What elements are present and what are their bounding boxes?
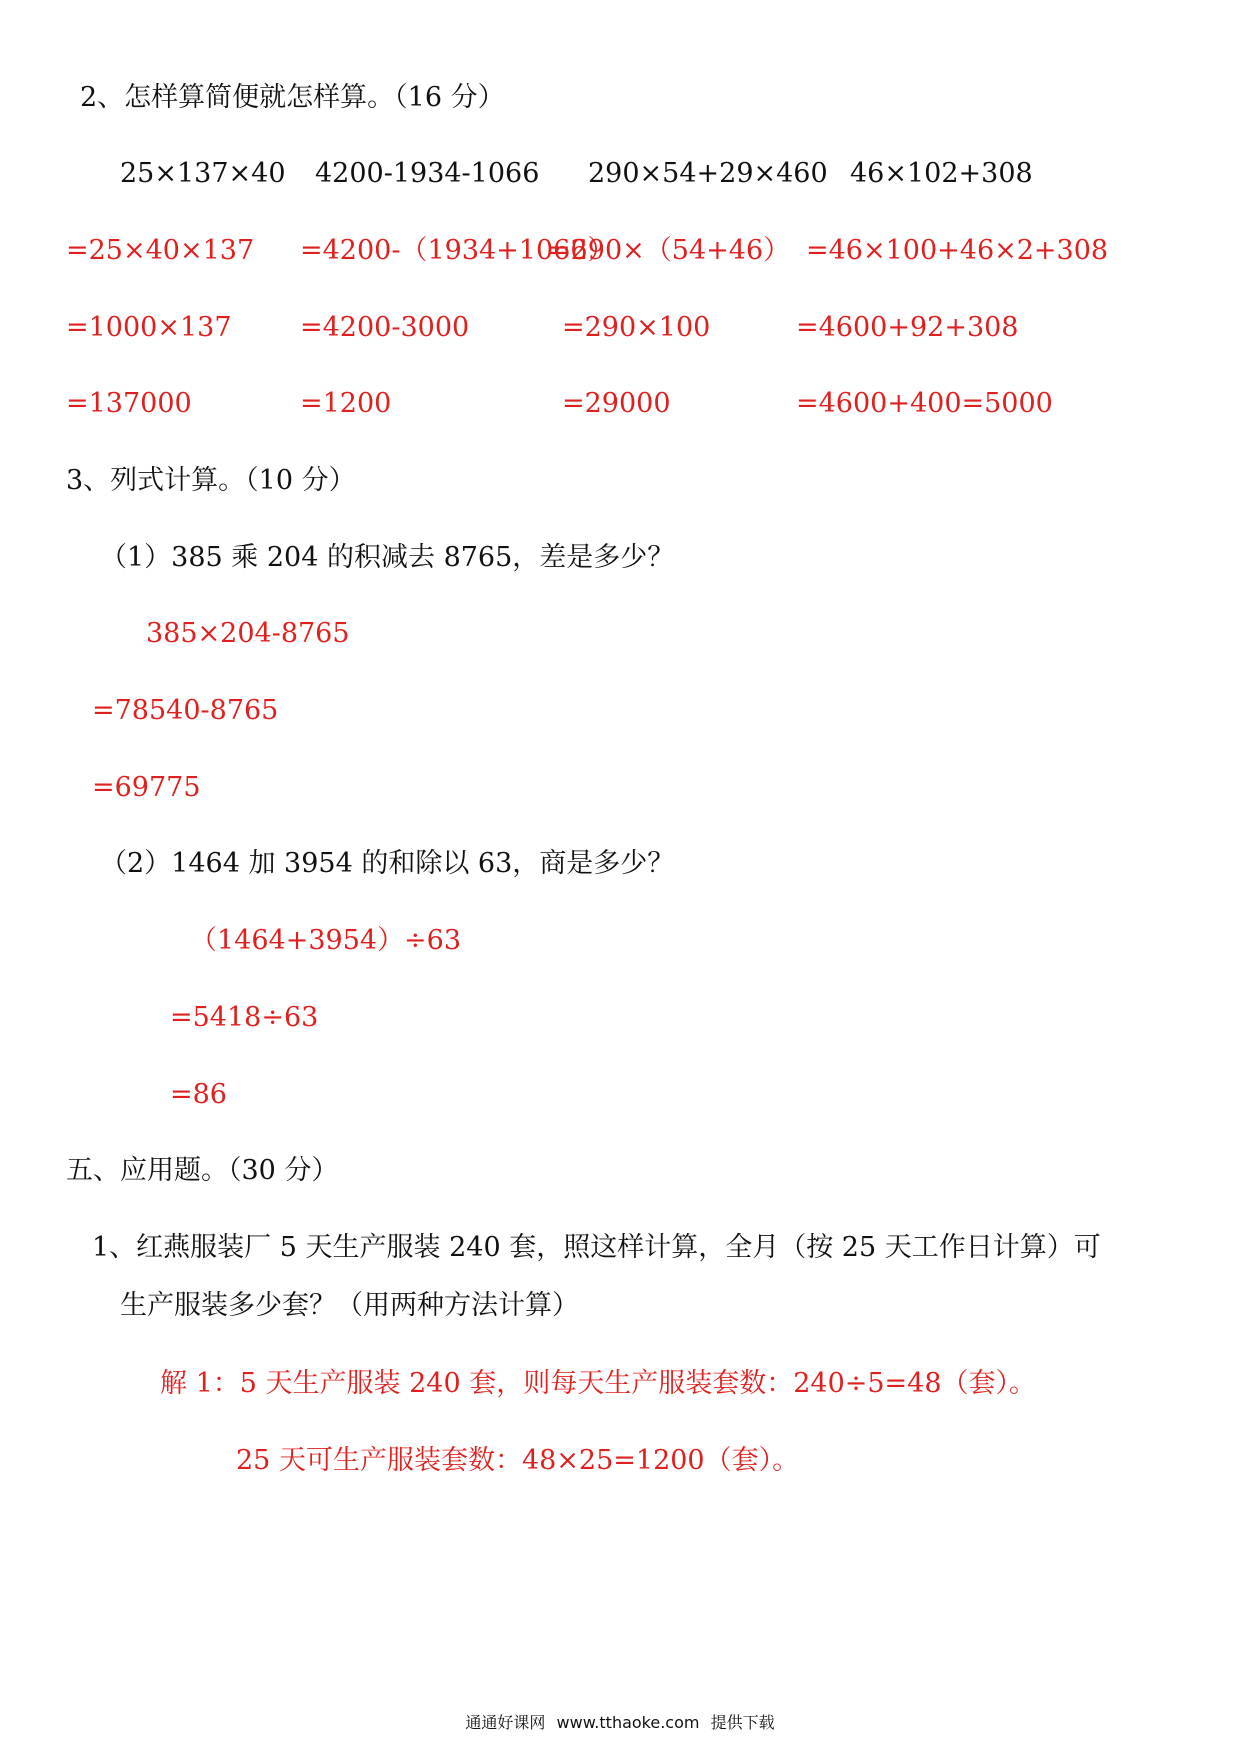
problem-3: 290×54+29×460 bbox=[588, 158, 828, 189]
problem-4: 46×102+308 bbox=[850, 158, 1033, 189]
step-3-col-3: =29000 bbox=[562, 388, 671, 419]
question-2: （2）1464 加 3954 的和除以 63，商是多少？ bbox=[100, 848, 675, 879]
question-2-step-1: =5418÷63 bbox=[170, 1002, 319, 1033]
step-1-col-4: =46×100+46×2+308 bbox=[806, 235, 1109, 266]
step-3-col-1: =137000 bbox=[66, 388, 192, 419]
section-5-title: 五、应用题。（30 分） bbox=[66, 1155, 339, 1186]
step-3-col-4: =4600+400=5000 bbox=[796, 388, 1053, 419]
step-2-col-4: =4600+92+308 bbox=[796, 312, 1019, 343]
step-2-col-3: =290×100 bbox=[562, 312, 711, 343]
footer-url: www.tthaoke.com bbox=[556, 1713, 700, 1732]
question-1: （1）385 乘 204 的积减去 8765，差是多少？ bbox=[100, 542, 675, 573]
page-footer bbox=[0, 1712, 1240, 1734]
step-3-col-2: =1200 bbox=[300, 388, 392, 419]
footer-site-name: 通通好课网 bbox=[465, 1713, 546, 1732]
solution-1-line-1: 解 1：5 天生产服装 240 套，则每天生产服装套数：240÷5=48（套）。 bbox=[160, 1368, 1037, 1399]
step-1-col-1: =25×40×137 bbox=[66, 235, 255, 266]
question-2-expression: （1464+3954）÷63 bbox=[190, 925, 462, 956]
word-problem-1-line-1: 1、红燕服装厂 5 天生产服装 240 套，照这样计算，全月（按 25 天工作日计算）可 bbox=[92, 1232, 1101, 1263]
word-problem-1-line-2: 生产服装多少套？（用两种方法计算） bbox=[120, 1290, 579, 1321]
problem-2: 4200-1934-1066 bbox=[315, 158, 540, 189]
solution-1-line-2: 25 天可生产服装套数：48×25=1200（套）。 bbox=[236, 1445, 800, 1476]
step-1-col-3: =290×（54+46） bbox=[548, 235, 791, 266]
step-2-col-1: =1000×137 bbox=[66, 312, 232, 343]
section-3-title: 3、列式计算。（10 分） bbox=[66, 465, 356, 496]
section-2-title: 2、怎样算简便就怎样算。（16 分） bbox=[80, 82, 505, 113]
question-2-step-2: =86 bbox=[170, 1079, 227, 1110]
footer-tail: 提供下载 bbox=[710, 1713, 775, 1732]
problem-1: 25×137×40 bbox=[120, 158, 286, 189]
question-1-step-2: =69775 bbox=[92, 772, 201, 803]
question-1-step-1: =78540-8765 bbox=[92, 695, 279, 726]
step-2-col-2: =4200-3000 bbox=[300, 312, 470, 343]
step-1-col-2: =4200-（1934+1066） bbox=[300, 235, 615, 266]
question-1-expression: 385×204-8765 bbox=[146, 618, 350, 649]
